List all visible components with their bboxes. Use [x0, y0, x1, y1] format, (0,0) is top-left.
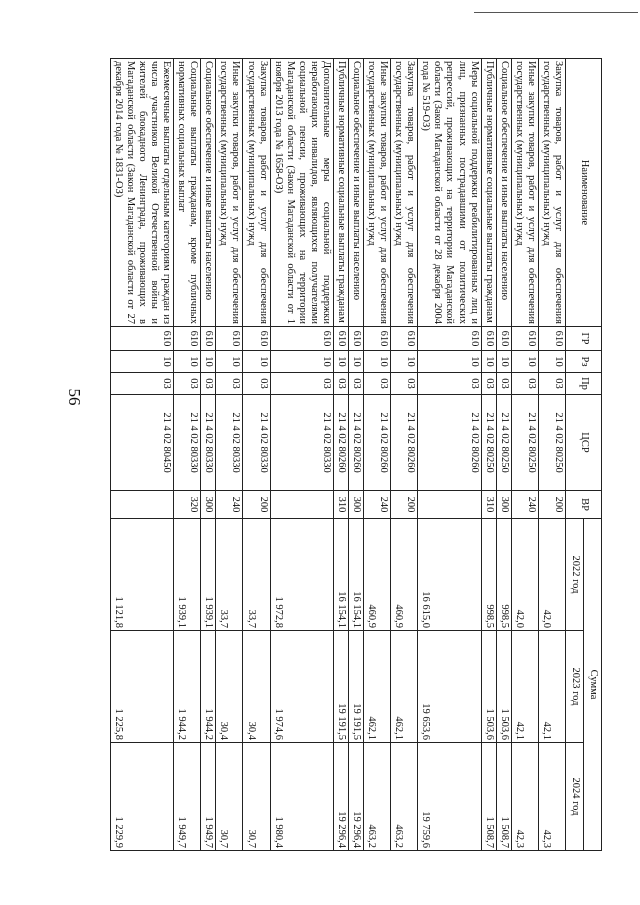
cell-rz: 10: [243, 351, 270, 373]
cell-y2023: 19 191,5: [333, 631, 348, 743]
header-rz: Рз: [566, 351, 602, 373]
budget-table-wrapper: [112, 58, 602, 850]
cell-name: Публичные нормативные социальные выплаты гражданам: [333, 59, 348, 327]
cell-csr: 21 4 02 80330: [243, 395, 270, 491]
cell-vr: 240: [511, 491, 538, 519]
cell-gr: 610: [333, 327, 348, 351]
cell-rz: 10: [481, 351, 496, 373]
cell-vr: [110, 491, 173, 519]
cell-y2022: 16 154,1: [349, 519, 364, 631]
cell-pr: 03: [511, 373, 538, 395]
cell-vr: 310: [481, 491, 496, 519]
cell-rz: 10: [216, 351, 243, 373]
cell-y2023: 1 944,2: [201, 631, 216, 743]
cell-csr: 21 4 02 80330: [174, 395, 201, 491]
cell-y2023: 30,4: [216, 631, 243, 743]
cell-y2024: 19 759,6: [418, 743, 481, 851]
cell-y2024: 1 229,9: [110, 743, 173, 851]
cell-vr: 300: [496, 491, 511, 519]
table-row: [201, 59, 216, 851]
cell-vr: 200: [243, 491, 270, 519]
table-row: [538, 59, 565, 851]
header-pr: Пр: [566, 373, 602, 395]
cell-y2023: 19 191,5: [349, 631, 364, 743]
cell-y2023: 1 225,8: [110, 631, 173, 743]
cell-pr: 03: [216, 373, 243, 395]
cell-y2023: 19 653,6: [418, 631, 481, 743]
cell-y2023: 462,1: [364, 631, 391, 743]
cell-y2024: 1 980,4: [270, 743, 333, 851]
cell-rz: 10: [364, 351, 391, 373]
cell-pr: 03: [364, 373, 391, 395]
page-number: 56: [65, 388, 84, 406]
header-2024: 2024 год: [566, 743, 584, 851]
cell-name: Закупка товаров, работ и услуг для обеспечения государственных (муниципальных) нужд: [243, 59, 270, 327]
cell-rz: 10: [418, 351, 481, 373]
cell-rz: 10: [349, 351, 364, 373]
cell-csr: 21 4 02 80250: [511, 395, 538, 491]
cell-name: Социальное обеспечение и иные выплаты населению: [496, 59, 511, 327]
cell-csr: 21 4 02 80330: [201, 395, 216, 491]
cell-name: Ежемесячные выплаты отдельным категориям граждан из числа участников Великой Отечественной войны и жителей блокадного Ленинграда, проживающих в Магаданской области (Закон Магаданской области от 27 декабря 2014 года № 1831-ОЗ): [110, 59, 173, 327]
cell-name: Иные закупки товаров, работ и услуг для обеспечения государственных (муниципальных) нужд: [216, 59, 243, 327]
cell-pr: 03: [349, 373, 364, 395]
cell-vr: 200: [391, 491, 418, 519]
cell-y2022: 33,7: [216, 519, 243, 631]
table-row: [418, 59, 481, 851]
cell-gr: 610: [538, 327, 565, 351]
cell-vr: 200: [538, 491, 565, 519]
cell-vr: 310: [333, 491, 348, 519]
cell-pr: 03: [496, 373, 511, 395]
table-row: [496, 59, 511, 851]
cell-pr: 03: [538, 373, 565, 395]
cell-csr: 21 4 02 80250: [538, 395, 565, 491]
cell-vr: 320: [174, 491, 201, 519]
cell-vr: 300: [349, 491, 364, 519]
cell-pr: 03: [333, 373, 348, 395]
cell-csr: 21 4 02 80260: [418, 395, 481, 491]
table-row: [364, 59, 391, 851]
header-csr: ЦСР: [566, 395, 602, 491]
cell-y2023: 42,1: [511, 631, 538, 743]
cell-y2022: 33,7: [243, 519, 270, 631]
budget-table: [110, 58, 602, 851]
cell-y2023: 30,4: [243, 631, 270, 743]
table-row: [333, 59, 348, 851]
cell-name: Дополнительные меры социальной поддержки неработающих инвалидов, являющихся получателями социальной пенсии, проживающих на территории Магаданской области (Закон Магаданской области от 1 ноября 2013 года № 1658-ОЗ): [270, 59, 333, 327]
cell-y2024: 1 949,7: [174, 743, 201, 851]
header-2023: 2023 год: [566, 631, 584, 743]
cell-y2022: 42,0: [538, 519, 565, 631]
cell-y2023: 1 503,6: [481, 631, 496, 743]
cell-y2024: 30,7: [243, 743, 270, 851]
header-rule: [474, 12, 638, 13]
cell-y2024: 19 296,4: [349, 743, 364, 851]
cell-pr: 03: [110, 373, 173, 395]
cell-name: Закупка товаров, работ и услуг для обеспечения государственных (муниципальных) нужд: [391, 59, 418, 327]
cell-y2024: 1 508,7: [481, 743, 496, 851]
cell-rz: 10: [391, 351, 418, 373]
cell-pr: 03: [174, 373, 201, 395]
cell-gr: 610: [418, 327, 481, 351]
cell-csr: 21 4 02 80250: [481, 395, 496, 491]
cell-rz: 10: [496, 351, 511, 373]
cell-y2023: 1 974,6: [270, 631, 333, 743]
cell-y2022: 1 939,1: [201, 519, 216, 631]
cell-name: Закупка товаров, работ и услуг для обеспечения государственных (муниципальных) нужд: [538, 59, 565, 327]
cell-vr: 240: [364, 491, 391, 519]
cell-vr: 300: [201, 491, 216, 519]
header-gr: ГР: [566, 327, 602, 351]
cell-rz: 10: [538, 351, 565, 373]
cell-name: Социальное обеспечение и иные выплаты населению: [201, 59, 216, 327]
cell-gr: 610: [511, 327, 538, 351]
table-row: [243, 59, 270, 851]
header-sum: Сумма: [584, 519, 602, 851]
cell-y2022: 998,5: [496, 519, 511, 631]
table-row: [110, 59, 173, 851]
cell-y2023: 1 503,6: [496, 631, 511, 743]
cell-csr: 21 4 02 80330: [216, 395, 243, 491]
table-row: [511, 59, 538, 851]
table-row: [481, 59, 496, 851]
cell-rz: 10: [110, 351, 173, 373]
table-row: [270, 59, 333, 851]
table-body: [110, 59, 565, 851]
cell-gr: 610: [201, 327, 216, 351]
cell-y2024: 463,2: [391, 743, 418, 851]
cell-csr: 21 4 02 80260: [391, 395, 418, 491]
cell-y2023: 1 944,2: [174, 631, 201, 743]
cell-y2022: 16 154,1: [333, 519, 348, 631]
header-vr: ВР: [566, 491, 602, 519]
cell-name: Иные закупки товаров, работ и услуг для обеспечения государственных (муниципальных) нужд: [364, 59, 391, 327]
cell-rz: 10: [201, 351, 216, 373]
cell-pr: 03: [270, 373, 333, 395]
cell-pr: 03: [418, 373, 481, 395]
cell-gr: 610: [270, 327, 333, 351]
cell-gr: 610: [496, 327, 511, 351]
cell-pr: 03: [201, 373, 216, 395]
cell-name: Социальные выплаты гражданам, кроме публичных нормативных социальных выплат: [174, 59, 201, 327]
cell-y2022: 460,9: [364, 519, 391, 631]
cell-vr: [418, 491, 481, 519]
cell-name: Меры социальной поддержки реабилитированных лиц и лиц, признанных пострадавшими от политических репрессий, проживающих на территории Магаданской области (Закон Магаданской области от 28 декабря 2004 года № 519-ОЗ): [418, 59, 481, 327]
cell-gr: 610: [349, 327, 364, 351]
cell-y2024: 30,7: [216, 743, 243, 851]
cell-rz: 10: [511, 351, 538, 373]
cell-y2023: 42,1: [538, 631, 565, 743]
cell-vr: [270, 491, 333, 519]
cell-pr: 03: [243, 373, 270, 395]
cell-csr: 21 4 02 80260: [364, 395, 391, 491]
cell-csr: 21 4 02 80330: [270, 395, 333, 491]
cell-name: Иные закупки товаров, работ и услуг для обеспечения государственных (муниципальных) нужд: [511, 59, 538, 327]
cell-rz: 10: [270, 351, 333, 373]
cell-rz: 10: [333, 351, 348, 373]
cell-csr: 21 4 02 80260: [333, 395, 348, 491]
cell-gr: 610: [391, 327, 418, 351]
cell-csr: 21 4 02 80250: [496, 395, 511, 491]
table-row: [174, 59, 201, 851]
cell-vr: 240: [216, 491, 243, 519]
cell-y2024: 1 949,7: [201, 743, 216, 851]
cell-y2022: 1 972,8: [270, 519, 333, 631]
cell-y2024: 42,3: [538, 743, 565, 851]
cell-y2024: 1 508,7: [496, 743, 511, 851]
cell-y2022: 42,0: [511, 519, 538, 631]
cell-y2024: 463,2: [364, 743, 391, 851]
cell-gr: 610: [481, 327, 496, 351]
cell-y2024: 42,3: [511, 743, 538, 851]
table-row: [349, 59, 364, 851]
cell-name: Публичные нормативные социальные выплаты гражданам: [481, 59, 496, 327]
cell-y2022: 1 939,1: [174, 519, 201, 631]
cell-pr: 03: [391, 373, 418, 395]
cell-y2022: 1 121,8: [110, 519, 173, 631]
cell-y2022: 998,5: [481, 519, 496, 631]
table-row: [216, 59, 243, 851]
cell-gr: 610: [364, 327, 391, 351]
cell-csr: 21 4 02 80450: [110, 395, 173, 491]
cell-y2022: 460,9: [391, 519, 418, 631]
cell-y2024: 19 296,4: [333, 743, 348, 851]
cell-y2022: 16 615,0: [418, 519, 481, 631]
cell-gr: 610: [216, 327, 243, 351]
cell-rz: 10: [174, 351, 201, 373]
cell-csr: 21 4 02 80260: [349, 395, 364, 491]
cell-y2023: 462,1: [391, 631, 418, 743]
header-name: Наименование: [566, 59, 602, 327]
cell-gr: 610: [243, 327, 270, 351]
cell-name: Социальное обеспечение и иные выплаты населению: [349, 59, 364, 327]
table-row: [391, 59, 418, 851]
cell-pr: 03: [481, 373, 496, 395]
header-2022: 2022 год: [566, 519, 584, 631]
cell-gr: 610: [110, 327, 173, 351]
cell-gr: 610: [174, 327, 201, 351]
